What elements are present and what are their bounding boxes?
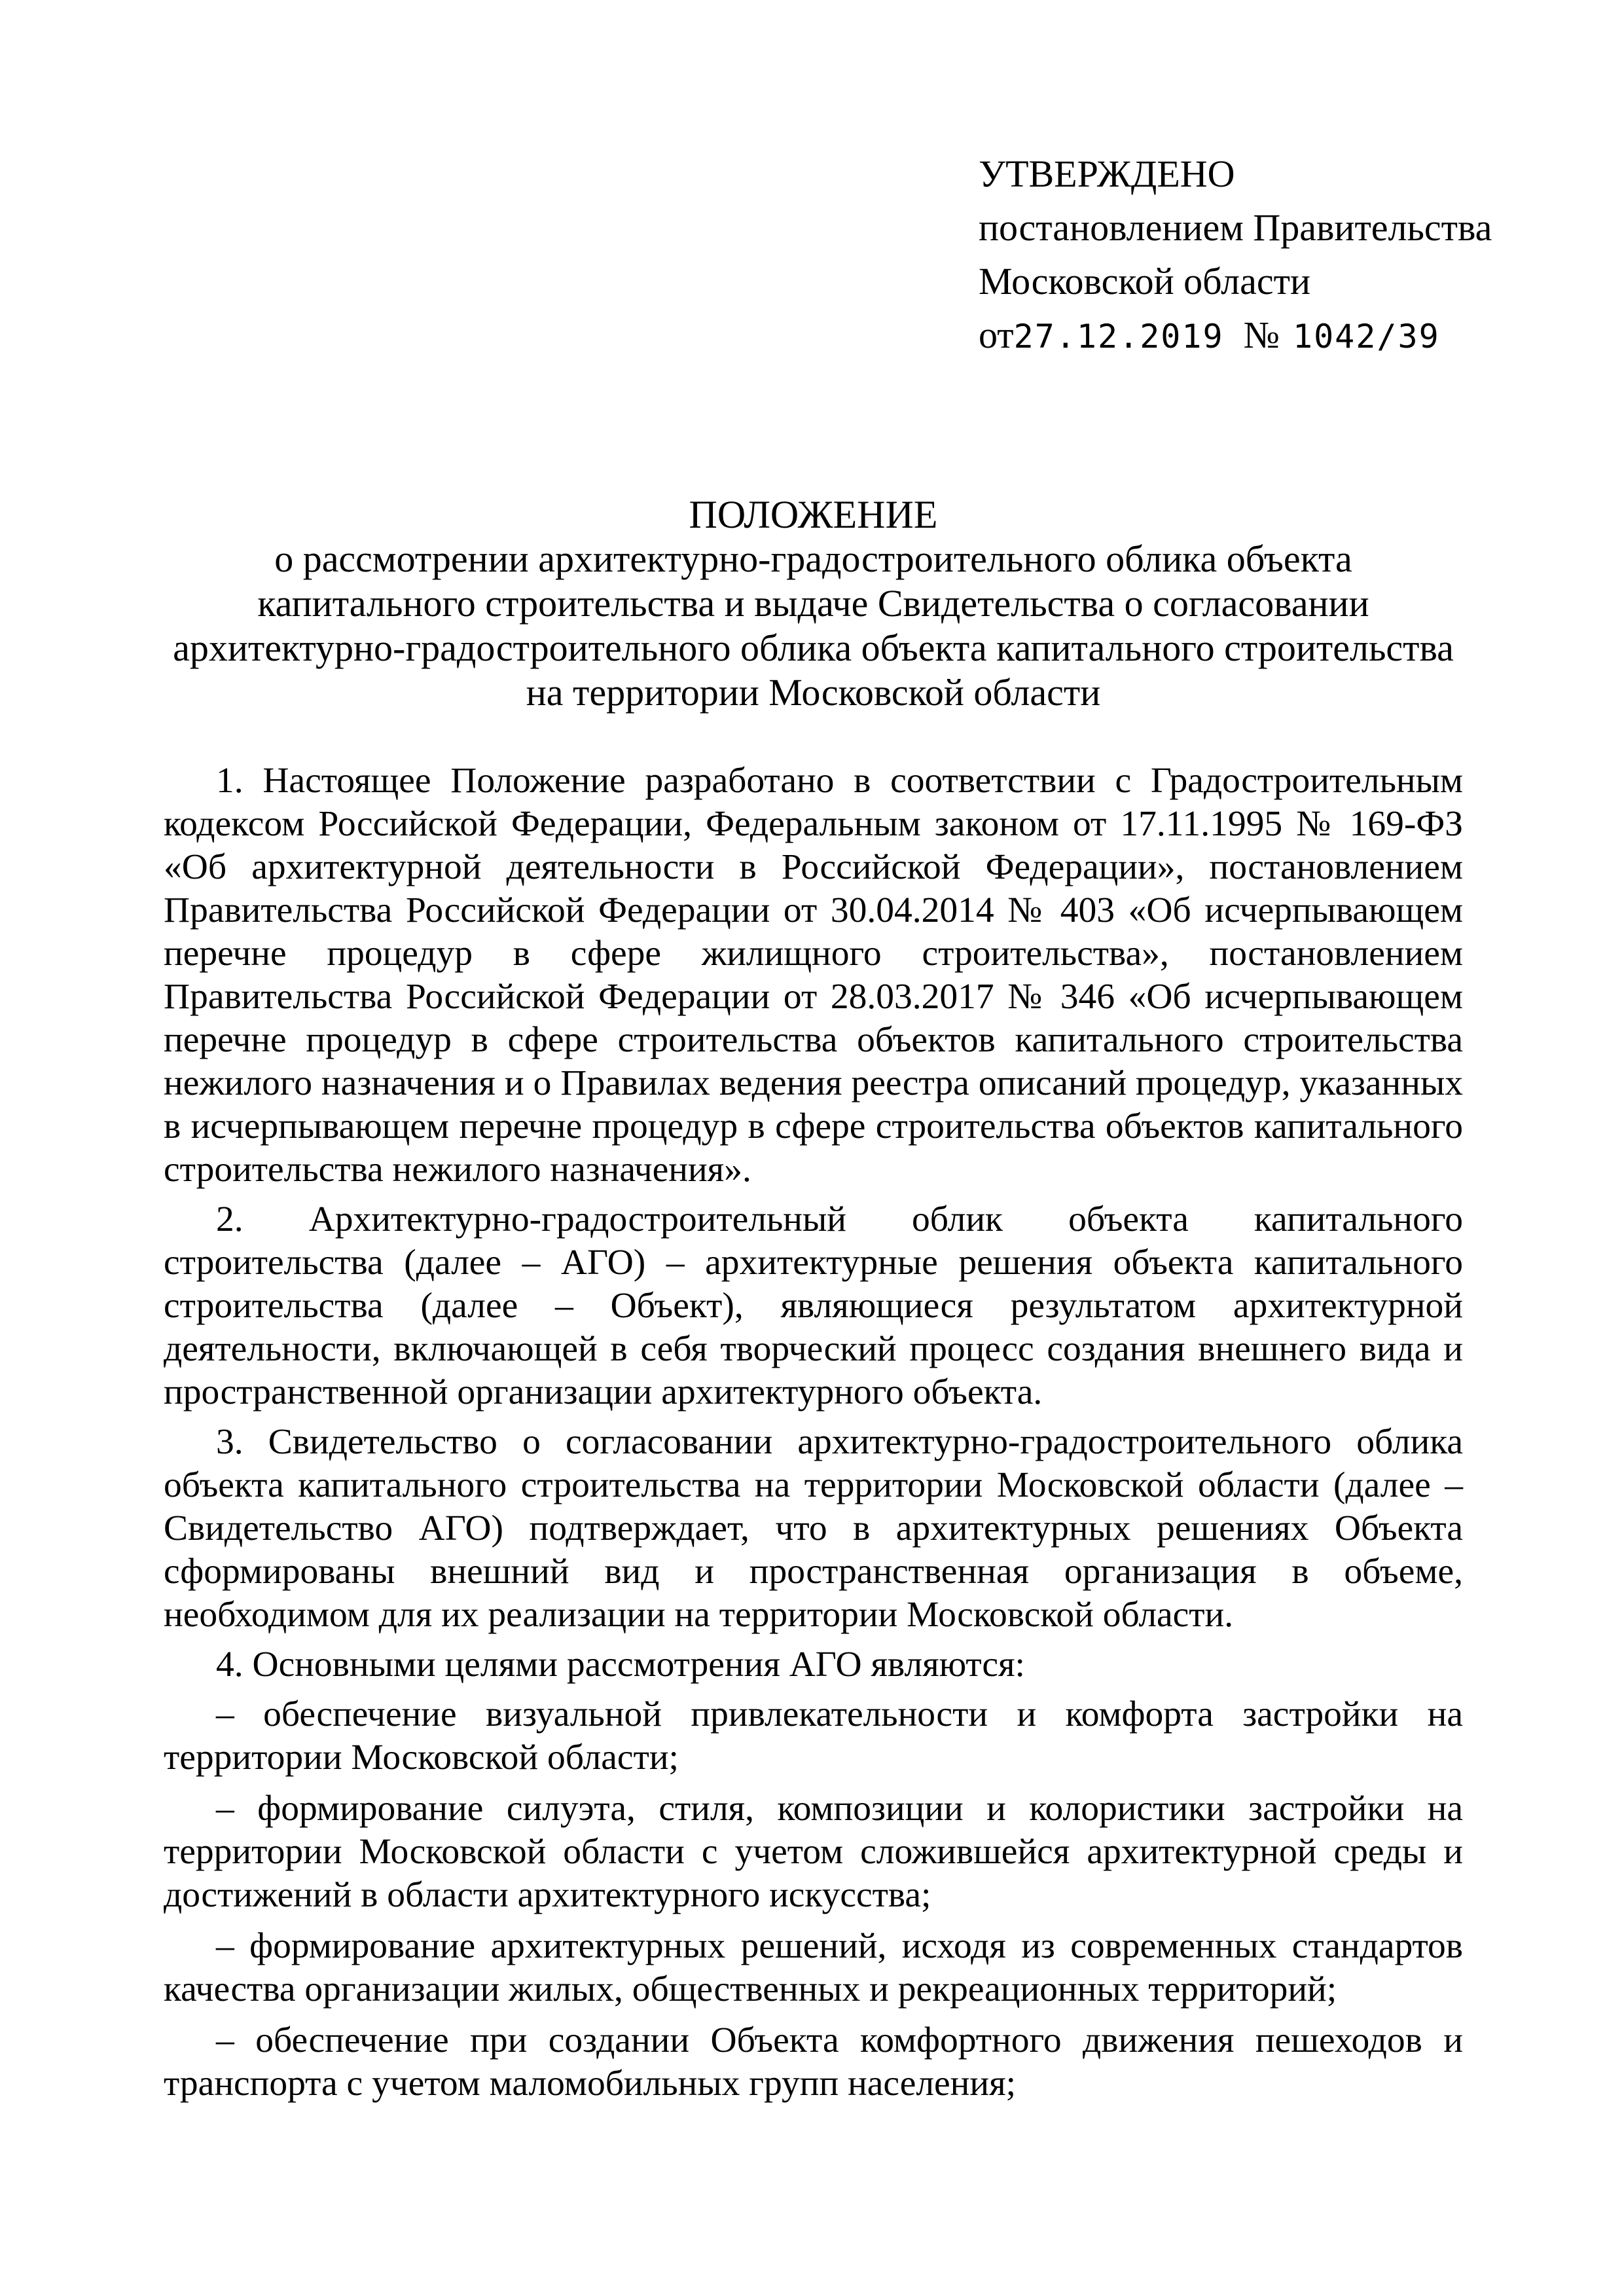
document-subtitle-line: о рассмотрении архитектурно-градостроительного облика объекта bbox=[274, 538, 1352, 580]
document-body bbox=[164, 759, 1463, 2113]
approval-heading: УТВЕРЖДЕНО bbox=[979, 153, 1235, 195]
approval-date-line bbox=[979, 308, 1568, 363]
approval-date: 27.12.2019 bbox=[1013, 318, 1224, 355]
paragraph-1: 1. Настоящее Положение разработано в соответствии с Градостроительным кодексом Российской Федерации, Федеральным законом от 17.11.1995 № 169-ФЗ «Об архитектурной деятельности в Российской Федерации», постановлением Правительства Российской Федерации от 30.04.2014 № 403 «Об исчерпывающем перечне процедур в сфере жилищного строительства», постановлением Правительства Российской Федерации от 28.03.2017 № 346 «Об исчерпывающем перечне процедур в сфере строительства объектов капитального строительства нежилого назначения и о Правилах ведения реестра описаний процедур, указанных в исчерпывающем перечне процедур в сфере строительства объектов капитального строительства нежилого назначения». bbox=[164, 761, 1463, 1190]
approval-line-2: Московской области bbox=[979, 260, 1310, 302]
approval-stamp bbox=[979, 147, 1568, 363]
approval-line-1: постановлением Правительства bbox=[979, 206, 1492, 249]
approval-number-sign: № bbox=[1243, 314, 1280, 356]
paragraph-4: 4. Основными целями рассмотрения АГО являются: bbox=[216, 1645, 1025, 1685]
goal-list-item: – формирование архитектурных решений, исходя из современных стандартов качества организации жилых, общественных и рекреационных территорий; bbox=[164, 1926, 1463, 2009]
document-title: ПОЛОЖЕНИЕ bbox=[689, 493, 938, 536]
goal-list-item: – обеспечение визуальной привлекательности и комфорта застройки на территории Московской области; bbox=[164, 1694, 1463, 1777]
document-subtitle-line: на территории Московской области bbox=[526, 671, 1101, 714]
goal-list-item: – обеспечение при создании Объекта комфортного движения пешеходов и транспорта с учетом маломобильных групп населения; bbox=[164, 2020, 1463, 2104]
document-subtitle-line: капитального строительства и выдаче Свидетельства о согласовании bbox=[257, 582, 1369, 625]
document-title-block bbox=[164, 492, 1463, 715]
paragraph-3: 3. Свидетельство о согласовании архитектурно-градостроительного облика объекта капитального строительства на территории Московской области (далее – Свидетельство АГО) подтверждает, что в архитектурных решениях Объекта сформированы внешний вид и пространственная организация в объеме, необходимом для их реализации на территории Московской области. bbox=[164, 1422, 1463, 1635]
goal-list-item: – формирование силуэта, стиля, композиции и колористики застройки на территории Московской области с учетом сложившейся архитектурной среды и достижений в области архитектурного искусства; bbox=[164, 1789, 1463, 1915]
paragraph-2: 2. Архитектурно-градостроительный облик объекта капитального строительства (далее – АГО) – архитектурные решения объекта капитального строительства (далее – Объект), являющиеся результатом архитектурной деятельности, включающей в себя творческий процесс создания внешнего вида и пространственной организации архитектурного объекта. bbox=[164, 1199, 1463, 1412]
approval-date-prefix: от bbox=[979, 314, 1014, 356]
document-subtitle-line: архитектурно-градостроительного облика объекта капитального строительства bbox=[173, 627, 1454, 669]
approval-number: 1042/39 bbox=[1292, 318, 1440, 355]
